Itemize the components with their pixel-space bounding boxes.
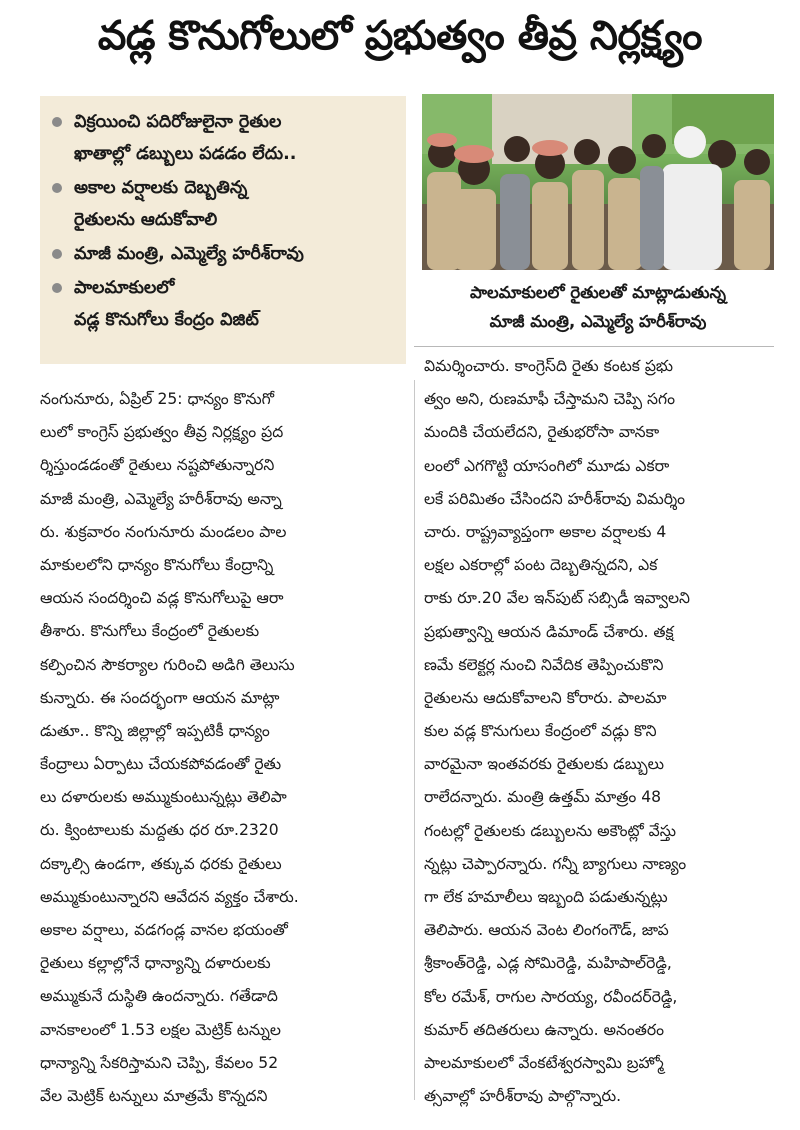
article-column-right	[424, 350, 776, 1113]
article-line: మందికి చేయలేదని, రైతుభరోసా వానకా	[424, 423, 660, 442]
highlight-text: మాజీ మంత్రి, ఎమ్మెల్యే హరీశ్‌రావు	[74, 244, 304, 264]
caption-line: పాలమాకులలో రైతులతో మాట్లాడుతున్న	[470, 283, 726, 302]
highlight-item	[52, 238, 396, 270]
article-line: లకే పరిమితం చేసిందని హరీశ్‌రావు విమర్శిం	[424, 489, 686, 508]
article-line: దక్కాల్సి ఉండగా, తక్కువ ధరకు రైతులు	[40, 854, 282, 873]
article-line: డుతూ.. కొన్ని జిల్లాల్లో ఇప్పటికీ ధాన్యం	[40, 721, 270, 740]
article-line: ప్రభుత్వాన్ని ఆయన డిమాండ్ చేశారు. తక్ష	[424, 622, 674, 641]
article-line: రు. శుక్రవారం నంగునూరు మండలం పాల	[40, 522, 287, 541]
article-line: గంటల్లో రైతులకు డబ్బులను అకౌంట్లో వేస్తు	[424, 821, 677, 840]
caption-divider	[414, 346, 774, 347]
article-line: నంగునూరు, ఏప్రిల్ 25: ధాన్యం కొనుగో	[40, 390, 275, 408]
article-line: రైతులను ఆదుకోవాలని కోరారు. పాలమా	[424, 688, 667, 707]
highlight-item	[52, 272, 396, 336]
article-column-left	[40, 383, 408, 1113]
bullet-icon	[52, 183, 62, 193]
article-line: వానకాలంలో 1.53 లక్షల మెట్రిక్ టన్నుల	[40, 1020, 281, 1039]
article-line: లులో కాంగ్రెస్ ప్రభుత్వం తీవ్ర నిర్లక్ష్యం ప్రద	[40, 423, 284, 442]
article-line: రాకు రూ.20 వేల ఇన్‌పుట్ సబ్సిడీ ఇవ్వాలని	[424, 589, 691, 608]
article-line: గా లేక హమాలీలు ఇబ్బంది పడుతున్నట్లు	[424, 888, 668, 906]
highlights-box	[40, 96, 406, 364]
article-line: లంలో ఎగగొట్టి యాసంగిలో మూడు ఎకరా	[424, 456, 670, 475]
article-line: ర్శిస్తుండడంతో రైతులు నష్టపోతున్నారని	[40, 456, 275, 475]
article-line: వారమైనా ఇంతవరకు రైతులకు డబ్బులు	[424, 755, 665, 774]
bullet-icon	[52, 283, 62, 293]
article-line: రాలేదన్నారు. మంత్రి ఉత్తమ్ మాత్రం 48	[424, 788, 662, 807]
caption-line: మాజీ మంత్రి, ఎమ్మెల్యే హరీశ్‌రావు	[489, 312, 707, 331]
photo-caption	[422, 274, 774, 340]
article-line: ఆయన సందర్శించి వడ్ల కొనుగోలుపై ఆరా	[40, 589, 284, 608]
article-line: ధాన్యాన్ని సేకరిస్తామని చెప్పి, కేవలం 52	[40, 1053, 279, 1072]
highlight-text: అకాల వర్షాలకు దెబ్బతిన్న రైతులను ఆదుకోవాలి	[74, 178, 248, 230]
article-line: చారు. రాష్ట్రవ్యాప్తంగా అకాల వర్షాలకు 4	[424, 522, 667, 541]
bullet-icon	[52, 117, 62, 127]
article-line: అమ్ముకుంటున్నారని ఆవేదన వ్యక్తం చేశారు.	[40, 887, 299, 906]
article-line: రు. క్వింటాలుకు మద్దతు ధర రూ.2320	[40, 821, 279, 840]
article-line: కేంద్రాలు ఏర్పాటు చేయకపోవడంతో రైతు	[40, 755, 282, 774]
highlight-item	[52, 106, 396, 170]
article-line: అమ్ముకునే దుస్థితి ఉందన్నారు. గతేడాది	[40, 987, 278, 1006]
article-line: తెలిపారు. ఆయన వెంట లింగంగౌడ్, జాప	[424, 921, 669, 940]
article-line: మాజీ మంత్రి, ఎమ్మెల్యే హరీశ్‌రావు అన్నా	[40, 489, 282, 508]
article-line: పాలమాకులలో వేంకటేశ్వరస్వామి బ్రహ్మో	[424, 1053, 664, 1072]
article-line: అకాల వర్షాలు, వడగండ్ల వానల భయంతో	[40, 921, 288, 939]
article-line: న్నట్లు చెప్పారన్నారు. గన్నీ బ్యాగులు నాణ్యం	[424, 854, 687, 873]
article-line: కోల రమేశ్, రాగుల సారయ్య, రవీందర్‌రెడ్డి,	[424, 987, 678, 1006]
column-divider	[414, 380, 415, 1100]
highlight-text: విక్రయించి పదిరోజులైనా రైతుల ఖాతాల్లో డబ్బులు పడడం లేదు..	[74, 112, 297, 164]
article-line: తీశారు. కొనుగోలు కేంద్రంలో రైతులకు	[40, 622, 260, 641]
news-photo	[422, 94, 774, 270]
article-line: లక్షల ఎకరాల్లో పంట దెబ్బతిన్నదని, ఎక	[424, 556, 658, 575]
article-line: లు దళారులకు అమ్ముకుంటున్నట్లు తెలిపా	[40, 788, 287, 807]
article-line: కల్పించిన సౌకర్యాల గురించి అడిగి తెలుసు	[40, 655, 295, 674]
bullet-icon	[52, 249, 62, 259]
article-line: రైతులు కల్లాల్లోనే ధాన్యాన్ని దళారులకు	[40, 954, 271, 973]
article-line: శ్రీకాంత్‌రెడ్డి, ఎడ్ల సోమిరెడ్డి, మహిపాల్‌రెడ్డి,	[424, 954, 672, 973]
article-line: కుమార్ తదితరులు ఉన్నారు. అనంతరం	[424, 1020, 665, 1039]
article-line: విమర్శించారు. కాంగ్రెస్‌ది రైతు కంటక ప్రభు	[424, 357, 674, 375]
highlight-text: పాలమాకులలో వడ్ల కొనుగోలు కేంద్రం విజిట్	[74, 278, 259, 330]
highlight-item	[52, 172, 396, 236]
article-line: త్వం అని, రుణమాఫీ చేస్తామని చెప్పి సగం	[424, 390, 675, 409]
crowd-photo-illustration	[422, 94, 774, 270]
headline: వడ్ల కొనుగోలులో ప్రభుత్వం తీవ్ర నిర్లక్ష్యం	[97, 13, 703, 59]
article-line: కుల వడ్ల కొనుగులు కేంద్రంలో వడ్లు కొని	[424, 722, 657, 741]
article-line: ణమే కలెక్టర్ల నుంచి నివేదిక తెప్పించుకొని	[424, 655, 664, 674]
article-line: మాకులలోని ధాన్యం కొనుగోలు కేంద్రాన్ని	[40, 555, 274, 574]
article-line: వేల మెట్రిక్ టన్నులు మాత్రమే కొన్నదని	[40, 1086, 268, 1105]
article-line: కున్నారు. ఈ సందర్భంగా ఆయన మాట్లా	[40, 688, 280, 707]
article-line: త్సవాల్లో హరీశ్‌రావు పాల్గొన్నారు.	[424, 1087, 622, 1106]
